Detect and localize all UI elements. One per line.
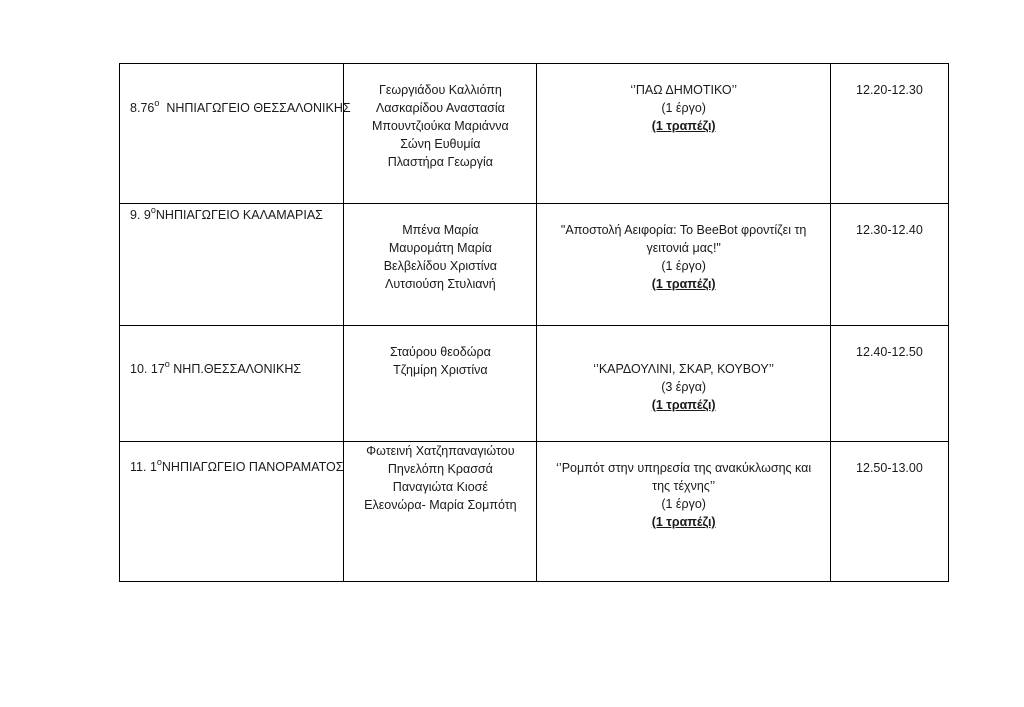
table-row <box>120 442 949 582</box>
project-title: ‘’Ρομπότ στην υπηρεσία της ανακύκλωσης και <box>556 461 812 475</box>
school-cell <box>120 64 351 204</box>
time-slot: 12.40-12.50 <box>856 345 923 359</box>
teachers-cell <box>344 326 537 442</box>
project-cell <box>537 326 830 442</box>
time-slot: 12.30-12.40 <box>856 223 923 237</box>
school-name: 11. $1^oNH\Pi IA\Gamma\Omega\Gamma EIO$ ΠΑΝΟΡΑΜΑΤΟΣ <box>130 456 344 474</box>
teachers-cell <box>344 204 537 326</box>
project-title: της τέχνης’’ <box>652 479 716 493</box>
teacher-name: Φωτεινή Χατζηπαναγιώτου <box>366 444 515 458</box>
project-title: γειτονιά μας!" <box>646 241 721 255</box>
works-count: (1 έργο) <box>661 101 706 115</box>
works-count: (1 έργο) <box>661 259 706 273</box>
teacher-name: Παναγιώτα Κιοσέ <box>392 480 488 494</box>
teacher-name: Πλαστήρα Γεωργία <box>387 155 494 169</box>
schedule-table <box>119 63 949 582</box>
time-slot: 12.20-12.30 <box>856 83 923 97</box>
time-cell <box>830 326 948 442</box>
teacher-name: Μαυρομάτη Μαρία <box>388 241 492 255</box>
teacher-name: Λυτσιούση Στυλιανή <box>385 277 496 291</box>
school-cell <box>120 442 344 582</box>
works-count: (1 έργο) <box>661 497 706 511</box>
teacher-name: Λασκαρίδου Αναστασία <box>375 101 505 115</box>
project-cell <box>537 442 830 582</box>
teacher-name: Μπένα Μαρία <box>402 223 479 237</box>
teacher-name: Ελεονώρα- Μαρία Σομπότη <box>364 498 517 512</box>
time-cell <box>830 442 948 582</box>
teacher-name: Γεωργιάδου Καλλιόπη <box>378 83 502 97</box>
project-title: ‘’ΠΑΩ ΔΗΜΟΤΙΚΟ’’ <box>630 83 737 97</box>
school-name: $8.76^o$ ΝΗΠΙΑΓΩΓΕΙΟ ΘΕΣΣΑΛΟΝΙΚΗΣ <box>130 97 351 115</box>
tables-count: (1 τραπέζι) <box>651 398 716 412</box>
table-row <box>120 326 949 442</box>
school-name: 9. $9^oNH\Pi IA\Gamma\Omega\Gamma EIO$ ΚΑΛΑΜΑΡΙΑΣ <box>130 204 323 222</box>
project-title: ‘’ΚΑΡΔΟΥΛΙΝΙ, ΣΚΑΡ, ΚΟΥΒΟΥ’’ <box>593 362 775 376</box>
tables-count: (1 τραπέζι) <box>651 277 716 291</box>
teacher-name: Τζημίρη Χριστίνα <box>393 363 488 377</box>
project-title: "Αποστολή Αειφορία: Το BeeBot φροντίζει τη <box>560 223 807 237</box>
teacher-name: Μπουντζιούκα Μαριάννα <box>371 119 509 133</box>
school-cell <box>120 326 344 442</box>
teachers-cell <box>344 442 537 582</box>
school-cell <box>120 204 344 326</box>
teachers-cell <box>344 64 537 204</box>
teacher-name: Σώνη Ευθυμία <box>400 137 481 151</box>
time-cell <box>830 64 948 204</box>
tables-count: (1 τραπέζι) <box>651 515 716 529</box>
project-cell <box>537 204 830 326</box>
tables-count: (1 τραπέζι) <box>651 119 716 133</box>
teacher-name: Βελβελίδου Χριστίνα <box>383 259 498 273</box>
time-slot: 12.50-13.00 <box>856 461 923 475</box>
table-row <box>120 64 949 204</box>
works-count: (3 έργα) <box>661 380 707 394</box>
teacher-name: Πηνελόπη Κρασσά <box>387 462 493 476</box>
teacher-name: Σταύρου θεοδώρα <box>389 345 491 359</box>
project-cell <box>537 64 830 204</box>
table-row <box>120 204 949 326</box>
school-name: 10. $17^o$ ΝΗΠ.ΘΕΣΣΑΛΟΝΙΚΗΣ <box>130 358 302 376</box>
time-cell <box>830 204 948 326</box>
